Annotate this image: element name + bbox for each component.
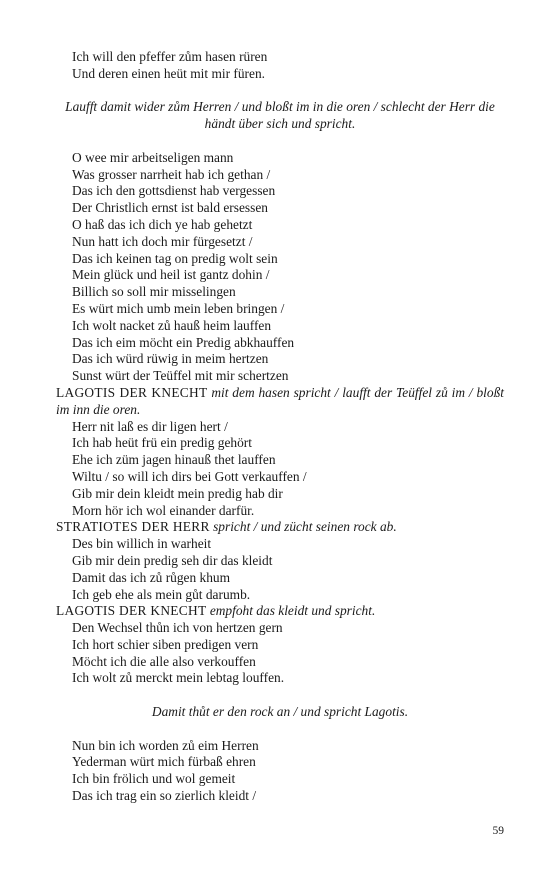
verse-line: O wee mir arbeitseligen mann: [72, 149, 234, 165]
verse-line: Ich geb ehe als mein gůt darumb.: [72, 586, 251, 602]
verse-line: Das ich den gottsdienst hab vergessen: [72, 183, 276, 199]
verse-line: Das ich würd rüwig in meim hertzen: [72, 351, 269, 367]
verse-line: Des bin willich in warheit: [72, 536, 212, 552]
verse-line: Gib mir dein predig seh dir das kleidt: [72, 552, 273, 568]
spacer: [56, 687, 504, 704]
page-number: 59: [492, 825, 504, 837]
verse-block-f: [56, 738, 504, 805]
verse-line: Das ich trag ein so zierlich kleidt /: [72, 788, 257, 804]
verse-line: O haß das ich dich ye hab gehetzt: [72, 216, 253, 232]
verse-line: Nun bin ich worden zů eim Herren: [72, 737, 259, 753]
speaker-heading: [56, 519, 504, 536]
page-text: [56, 49, 504, 805]
verse-block-e: [56, 620, 504, 687]
verse-line: Gib mir dein kleidt mein predig hab dir: [72, 485, 283, 501]
verse-line: Herr nit laß es dir ligen hert /: [72, 418, 228, 434]
verse-line: Was grosser narrheit hab ich gethan /: [72, 166, 271, 182]
speaker-name: LAGOTIS DER KNECHT: [56, 384, 208, 400]
verse-line: Morn hör ich wol einander darfür.: [72, 502, 255, 518]
speaker-heading: [56, 385, 504, 419]
verse-block-a: [56, 49, 504, 83]
stage-direction: Damit thůt er den rock an / und spricht Lagotis.: [151, 704, 409, 720]
verse-line: Wiltu / so will ich dirs bei Gott verkauffen /: [72, 468, 307, 484]
verse-line: Möcht ich die alle also verkouffen: [72, 653, 256, 669]
verse-line: Es würt mich umb mein leben bringen /: [72, 300, 285, 316]
stage-direction-inline: mit dem hasen spricht / laufft der Teüffel zů im / bloßt im inn die oren.: [56, 384, 504, 417]
verse-line: Ich will den pfeffer zům hasen rüren: [72, 49, 268, 64]
verse-line: Das ich keinen tag on predig wolt sein: [72, 250, 278, 266]
stage-direction-inline: spricht / und zücht seinen rock ab.: [209, 519, 397, 535]
speaker-heading: [56, 603, 504, 620]
verse-line: Ich wolt zů merckt mein lebtag louffen.: [72, 670, 285, 686]
verse-line: Ich wolt nacket zů hauß heim lauffen: [72, 317, 272, 333]
stage-direction-inline: empfoht das kleidt und spricht.: [206, 603, 376, 619]
verse-line: Mein glück und heil ist gantz dohin /: [72, 267, 270, 283]
stage-direction: Laufft damit wider zům Herren / und bloßt im in die oren / schlecht der Herr die händt über sich und spricht.: [65, 99, 495, 132]
spacer: [56, 721, 504, 738]
verse-line: Sunst würt der Teüffel mit mir schertzen: [72, 368, 289, 384]
verse-line: Ich bin frölich und wol gemeit: [72, 771, 236, 787]
spacer: [56, 83, 504, 100]
verse-block-d: [56, 536, 504, 603]
verse-line: Billich so soll mir misselingen: [72, 284, 236, 300]
verse-line: Und deren einen heüt mit mir füren.: [72, 65, 265, 81]
verse-line: Ich hort schier siben predigen vern: [72, 636, 259, 652]
verse-line: Das ich eim möcht ein Predig abkhauffen: [72, 334, 295, 350]
speaker-name: STRATIOTES DER HERR: [56, 519, 210, 535]
verse-line: Den Wechsel thůn ich von hertzen gern: [72, 620, 283, 636]
verse-line: Nun hatt ich doch mir fürgesetzt /: [72, 233, 253, 249]
verse-line: Ich hab heüt frü ein predig gehört: [72, 435, 252, 451]
verse-line: Yederman würt mich fürbaß ehren: [72, 754, 256, 770]
verse-line: Damit das ich zů růgen khum: [72, 569, 231, 585]
spacer: [56, 133, 504, 150]
speaker-name: LAGOTIS DER KNECHT: [56, 603, 207, 619]
verse-block-b: [56, 150, 504, 385]
verse-block-c: [56, 419, 504, 520]
verse-line: Der Christlich ernst ist bald ersessen: [72, 200, 268, 216]
verse-line: Ehe ich züm jagen hinauß thet lauffen: [72, 452, 276, 468]
